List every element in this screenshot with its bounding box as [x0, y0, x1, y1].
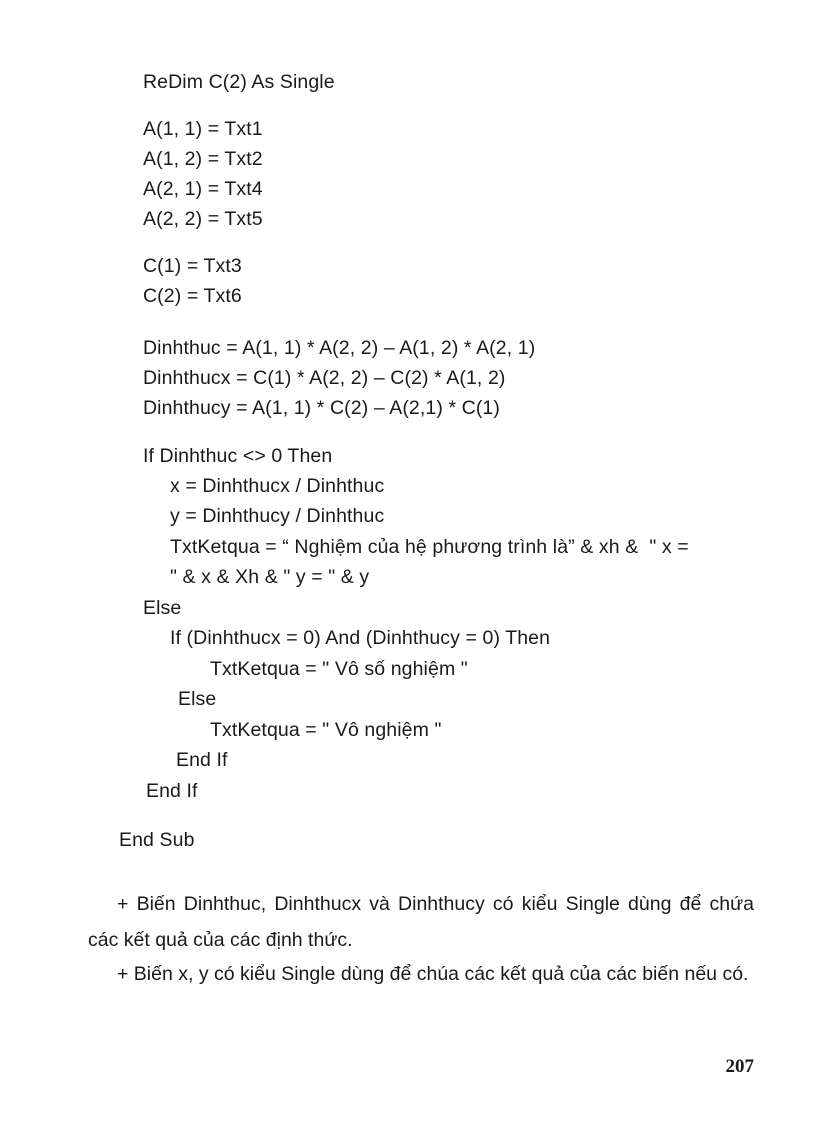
code-line-else-inner: Else	[178, 688, 217, 710]
code-line-if-inner: If (Dinhthucx = 0) And (Dinhthucy = 0) Then	[170, 627, 551, 649]
code-line-a11: A(1, 1) = Txt1	[143, 118, 263, 140]
page-number: 207	[725, 1056, 754, 1077]
code-line-ketqua-2: " & x & Xh & " y = " & y	[170, 566, 370, 588]
code-line-c2: C(2) = Txt6	[143, 285, 242, 307]
code-line-dinhthuc: Dinhthuc = A(1, 1) * A(2, 2) – A(1, 2) * A(2, 1)	[143, 337, 536, 359]
code-line-ketqua-1: TxtKetqua = “ Nghiệm của hệ phương trình là” & xh & " x =	[170, 536, 689, 558]
code-line-end-sub: End Sub	[119, 829, 195, 851]
code-line-vo-nghiem: TxtKetqua = " Vô nghiệm "	[210, 719, 442, 741]
code-line-vo-so-nghiem: TxtKetqua = " Vô số nghiệm "	[210, 658, 468, 680]
code-line-a12: A(1, 2) = Txt2	[143, 148, 263, 170]
note-paragraph-1: + Biến Dinhthuc, Dinhthucx và Dinhthucy có kiểu Single dùng để chứa các kết quả của các định thức.	[88, 893, 754, 951]
code-line-x-assign: x = Dinhthucx / Dinhthuc	[170, 475, 385, 497]
code-line-else-outer: Else	[143, 597, 182, 619]
code-line-c1: C(1) = Txt3	[143, 255, 242, 277]
note-paragraph-2: + Biến x, y có kiểu Single dùng để chúa các kết quả của các biến nếu có.	[117, 963, 749, 985]
code-line-endif-inner: End If	[176, 749, 228, 771]
code-line-dinhthucx: Dinhthucx = C(1) * A(2, 2) – C(2) * A(1, 2)	[143, 367, 506, 389]
code-line-if-dinhthuc: If Dinhthuc <> 0 Then	[143, 445, 333, 467]
code-line-redim: ReDim C(2) As Single	[143, 71, 335, 93]
code-line-endif-outer: End If	[146, 780, 198, 802]
code-line-a22: A(2, 2) = Txt5	[143, 208, 263, 230]
code-line-y-assign: y = Dinhthucy / Dinhthuc	[170, 505, 385, 527]
code-line-dinhthucy: Dinhthucy = A(1, 1) * C(2) – A(2,1) * C(1)	[143, 397, 500, 419]
code-line-a21: A(2, 1) = Txt4	[143, 178, 263, 200]
